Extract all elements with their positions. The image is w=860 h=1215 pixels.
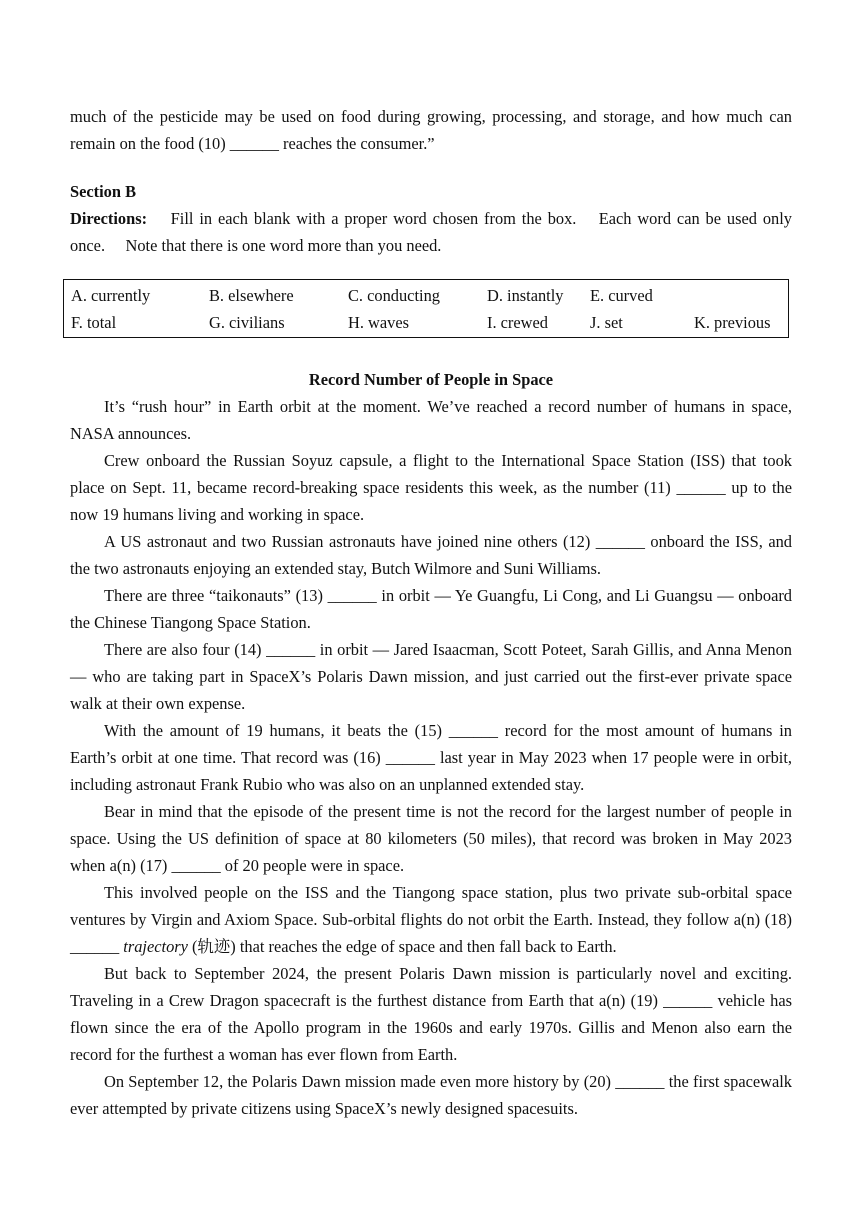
directions-text: Fill in each blank with a proper word chosen from the box. Each word can be used only once. Note that there is one word more than you need.: [70, 209, 792, 255]
directions-paragraph: [70, 205, 792, 259]
paragraph-text: This involved people on the ISS and the Tiangong space station, plus two private sub-orbital space ventures by Virgin and Axiom Space. Sub-orbital flights do not orbit the Earth. Instead, they follow a(n) (18) ______: [70, 883, 792, 956]
article-paragraph: Bear in mind that the episode of the present time is not the record for the largest number of people in space. Using the US definition of space at 80 kilometers (50 miles), that record was broken in May 2023 when a(n) (17) ______ of 20 people were in space.: [70, 802, 792, 875]
word-box-row: [64, 309, 788, 336]
word-option: I. crewed: [487, 313, 548, 332]
italic-term: trajectory: [123, 937, 188, 956]
word-box: [63, 279, 789, 338]
article-paragraph: [70, 879, 792, 960]
word-option: E. curved: [590, 286, 653, 305]
section-title: Section B: [70, 182, 137, 201]
word-option: J. set: [590, 313, 623, 332]
document-content: [70, 103, 792, 1122]
directions-label: Directions:: [70, 209, 148, 228]
word-option: C. conducting: [348, 286, 440, 305]
article-title: Record Number of People in Space: [308, 370, 554, 389]
word-option: G. civilians: [209, 313, 285, 332]
article-paragraph: With the amount of 19 humans, it beats the (15) ______ record for the most amount of humans in Earth’s orbit at one time. That record was (16) ______ last year in May 2023 when 17 people were in orbit, including astronaut Frank Rubio who was also on an unplanned extended stay.: [70, 721, 792, 794]
spacer: [70, 157, 792, 178]
word-option: A. currently: [71, 286, 151, 305]
word-option: B. elsewhere: [209, 286, 294, 305]
article-paragraph: A US astronaut and two Russian astronauts have joined nine others (12) ______ onboard the ISS, and the two astronauts enjoying an extended stay, Butch Wilmore and Suni Williams.: [70, 532, 792, 578]
word-box-row: [64, 282, 788, 309]
article-paragraph: There are also four (14) ______ in orbit — Jared Isaacman, Scott Poteet, Sarah Gillis, and Anna Menon — who are taking part in SpaceX’s Polaris Dawn mission, and just carried out the first-ever private space walk at their own expense.: [70, 640, 792, 713]
word-option: H. waves: [348, 313, 409, 332]
article-paragraph: There are three “taikonauts” (13) ______ in orbit — Ye Guangfu, Li Cong, and Li Guangsu — onboard the Chinese Tiangong Space Station.: [70, 586, 792, 632]
paragraph-text: (轨迹) that reaches the edge of space and then fall back to Earth.: [187, 937, 617, 956]
article-paragraph: But back to September 2024, the present Polaris Dawn mission is particularly novel and exciting. Traveling in a Crew Dragon spacecraft is the furthest distance from Earth that a(n) (19) ______ vehicle has flown since the era of the Apollo program in the 1960s and early 1970s. Gillis and Menon also earn the record for the furthest a woman has ever flown from Earth.: [70, 964, 792, 1064]
article-paragraph: Crew onboard the Russian Soyuz capsule, a flight to the International Space Station (ISS) that took place on Sept. 11, became record-breaking space residents this week, as the number (11) ______ up to the now 19 humans living and working in space.: [70, 451, 792, 524]
word-option: K. previous: [694, 313, 771, 332]
article-paragraph: It’s “rush hour” in Earth orbit at the moment. We’ve reached a record number of humans in space, NASA announces.: [70, 397, 792, 443]
word-option: F. total: [71, 313, 117, 332]
word-option: D. instantly: [487, 286, 564, 305]
intro-paragraph: much of the pesticide may be used on food during growing, processing, and storage, and how much can remain on the food (10) ______ reaches the consumer.”: [70, 107, 792, 153]
article-paragraph: On September 12, the Polaris Dawn mission made even more history by (20) ______ the first spacewalk ever attempted by private citizens using SpaceX’s newly designed spacesuits.: [70, 1072, 792, 1118]
